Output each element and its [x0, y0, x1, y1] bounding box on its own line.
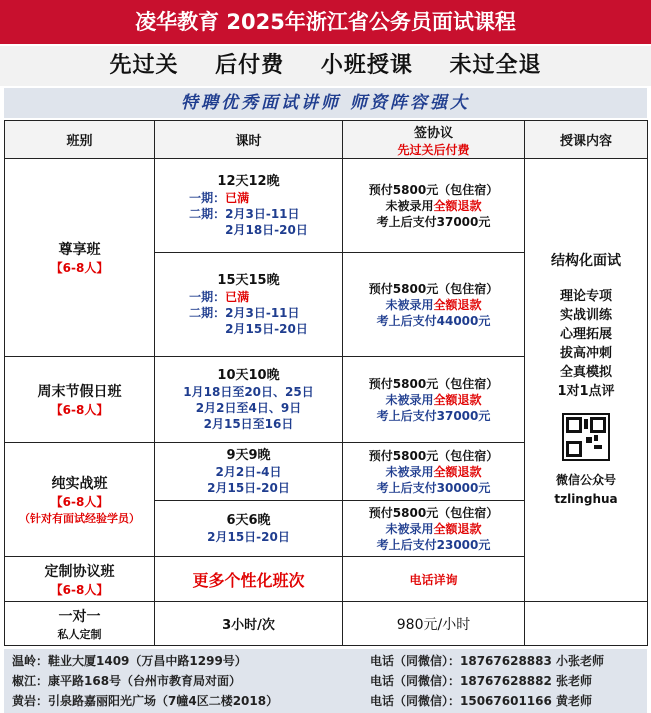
custom-hours: 更多个性化班次: [155, 557, 343, 602]
wechat-id: tzlinghua: [554, 491, 618, 506]
agreement-cell: [343, 443, 525, 501]
slogan-item: 未过全退: [449, 53, 542, 78]
header-class-type: 班别: [5, 121, 155, 159]
hours-value: 15天15晚: [217, 272, 280, 288]
class-custom: [5, 557, 155, 602]
contact-footer: [4, 649, 647, 713]
header-agreement: [343, 121, 525, 159]
slogan-item: 后付费: [215, 53, 285, 78]
class-sub: 私人定制: [57, 627, 102, 641]
teacher-banner: 特聘优秀面试讲师 师资阵容强大: [4, 88, 647, 118]
class-name: 尊享班: [58, 242, 101, 258]
class-name: 周末节假日班: [37, 384, 122, 400]
one-on-one-hours: 3小时/次: [155, 602, 343, 646]
class-size: 【6-8人】: [50, 495, 109, 509]
contact-row: [12, 652, 642, 670]
prepay-text: 预付5800元（包住宿）: [368, 448, 499, 463]
hours-cell: [155, 501, 343, 557]
refund-highlight: 全额退款: [433, 521, 482, 536]
class-zunxiang: [5, 159, 155, 357]
prepay-text: 预付5800元（包住宿）: [368, 376, 499, 391]
content-cell: [525, 159, 648, 602]
prepay-text: 预付5800元（包住宿）: [368, 505, 499, 520]
final-pay-text: 考上后支付30000元: [376, 480, 491, 495]
term-date: 2月15日-20日: [225, 321, 308, 336]
contact-phone[interactable]: 电话（同微信）：18767628882 张老师: [370, 674, 593, 688]
agreement-cell: [343, 501, 525, 557]
hours-cell: [155, 253, 343, 357]
class-name: 纯实战班: [51, 476, 108, 492]
contact-row: [12, 692, 642, 710]
refund-prefix: 未被录用: [385, 198, 434, 213]
hours-cell: [155, 159, 343, 253]
term-label: 二期：: [189, 206, 226, 221]
wechat-qr-code-icon: [562, 413, 610, 461]
course-table: [4, 120, 648, 646]
hours-cell: [155, 443, 343, 501]
final-pay-text: 考上后支付37000元: [376, 214, 491, 229]
class-note: （针对有面试经验学员）: [19, 512, 140, 525]
final-pay-text: 考上后支付44000元: [376, 313, 491, 328]
class-size: 【6-8人】: [50, 261, 109, 275]
term-date: 2月18日-20日: [225, 222, 308, 237]
refund-prefix: 未被录用: [385, 464, 434, 479]
term-label: 一期：: [189, 190, 226, 205]
contact-address: 黄岩：引泉路嘉丽阳光广场（7幢4区二楼2018）: [12, 694, 279, 708]
hours-value: 6天6晚: [226, 512, 271, 528]
agreement-cell: [343, 357, 525, 443]
class-practice: [5, 443, 155, 557]
one-on-one-price: 980元/小时: [343, 602, 525, 646]
content-item: 理论专项: [559, 288, 612, 304]
term-date: 2月15日-20日: [207, 480, 290, 495]
term-date: 2月3日-11日: [225, 206, 300, 221]
contact-address: 椒江：康平路168号（台州市教育局对面）: [12, 674, 242, 688]
contact-row: [12, 672, 642, 690]
header-agreement-label: 签协议: [413, 125, 453, 141]
hours-value: 9天9晚: [226, 447, 271, 463]
hours-value: 12天12晚: [217, 173, 280, 189]
class-one-on-one: [5, 602, 155, 646]
content-item: 拔高冲刺: [559, 345, 612, 361]
term-date: 2月3日-11日: [225, 305, 300, 320]
refund-highlight: 全额退款: [433, 392, 482, 407]
term-date: 2月2日至4日、9日: [195, 400, 302, 415]
table-header-row: [5, 121, 648, 159]
refund-prefix: 未被录用: [385, 297, 434, 312]
class-size: 【6-8人】: [50, 403, 109, 417]
page-title: 凌华教育 2025年浙江省公务员面试课程: [0, 0, 651, 44]
hours-cell: [155, 357, 343, 443]
content-item: 实战训练: [559, 307, 612, 323]
slogan-item: 先过关: [109, 53, 179, 78]
term-label: 二期：: [189, 305, 226, 320]
wechat-label: 微信公众号: [555, 472, 616, 487]
custom-agreement: 电话详询: [343, 557, 525, 602]
term-full-badge: 已满: [225, 289, 250, 304]
final-pay-text: 考上后支付23000元: [376, 537, 491, 552]
refund-prefix: 未被录用: [385, 392, 434, 407]
prepay-text: 预付5800元（包住宿）: [368, 281, 499, 296]
term-date: 2月15日至16日: [203, 416, 294, 431]
content-title: 结构化面试: [551, 252, 621, 269]
term-full-badge: 已满: [225, 190, 250, 205]
content-item: 心理拓展: [559, 326, 612, 342]
header-content: 授课内容: [525, 121, 648, 159]
refund-highlight: 全额退款: [433, 464, 482, 479]
table-row: [5, 159, 648, 253]
header-agreement-sub: 先过关后付费: [397, 142, 470, 157]
contact-phone[interactable]: 电话（同微信）：18767628883 小张老师: [370, 654, 605, 668]
refund-prefix: 未被录用: [385, 521, 434, 536]
term-label: 一期：: [189, 289, 226, 304]
term-date: 2月2日-4日: [215, 464, 282, 479]
empty-cell: [525, 602, 648, 646]
term-date: 1月18日至20日、25日: [183, 384, 314, 399]
agreement-cell: [343, 159, 525, 253]
refund-highlight: 全额退款: [433, 198, 482, 213]
contact-phone[interactable]: 电话（同微信）：15067601166 黄老师: [370, 694, 593, 708]
content-item: 全真模拟: [559, 364, 612, 380]
table-row: [5, 602, 648, 646]
header-hours: 课时: [155, 121, 343, 159]
term-date: 2月15日-20日: [207, 529, 290, 544]
class-name: 定制协议班: [44, 563, 115, 580]
content-item: 1对1点评: [557, 383, 615, 399]
slogan-bar: [0, 46, 651, 86]
final-pay-text: 考上后支付37000元: [376, 408, 491, 423]
hours-value: 10天10晚: [217, 367, 280, 383]
contact-address: 温岭：鞋业大厦1409（万昌中路1299号）: [12, 654, 247, 668]
refund-highlight: 全额退款: [433, 297, 482, 312]
prepay-text: 预付5800元（包住宿）: [368, 182, 499, 197]
class-name: 一对一: [58, 608, 101, 625]
class-size: 【6-8人】: [50, 582, 109, 597]
class-weekend: [5, 357, 155, 443]
slogan-item: 小班授课: [320, 53, 413, 78]
agreement-cell: [343, 253, 525, 357]
